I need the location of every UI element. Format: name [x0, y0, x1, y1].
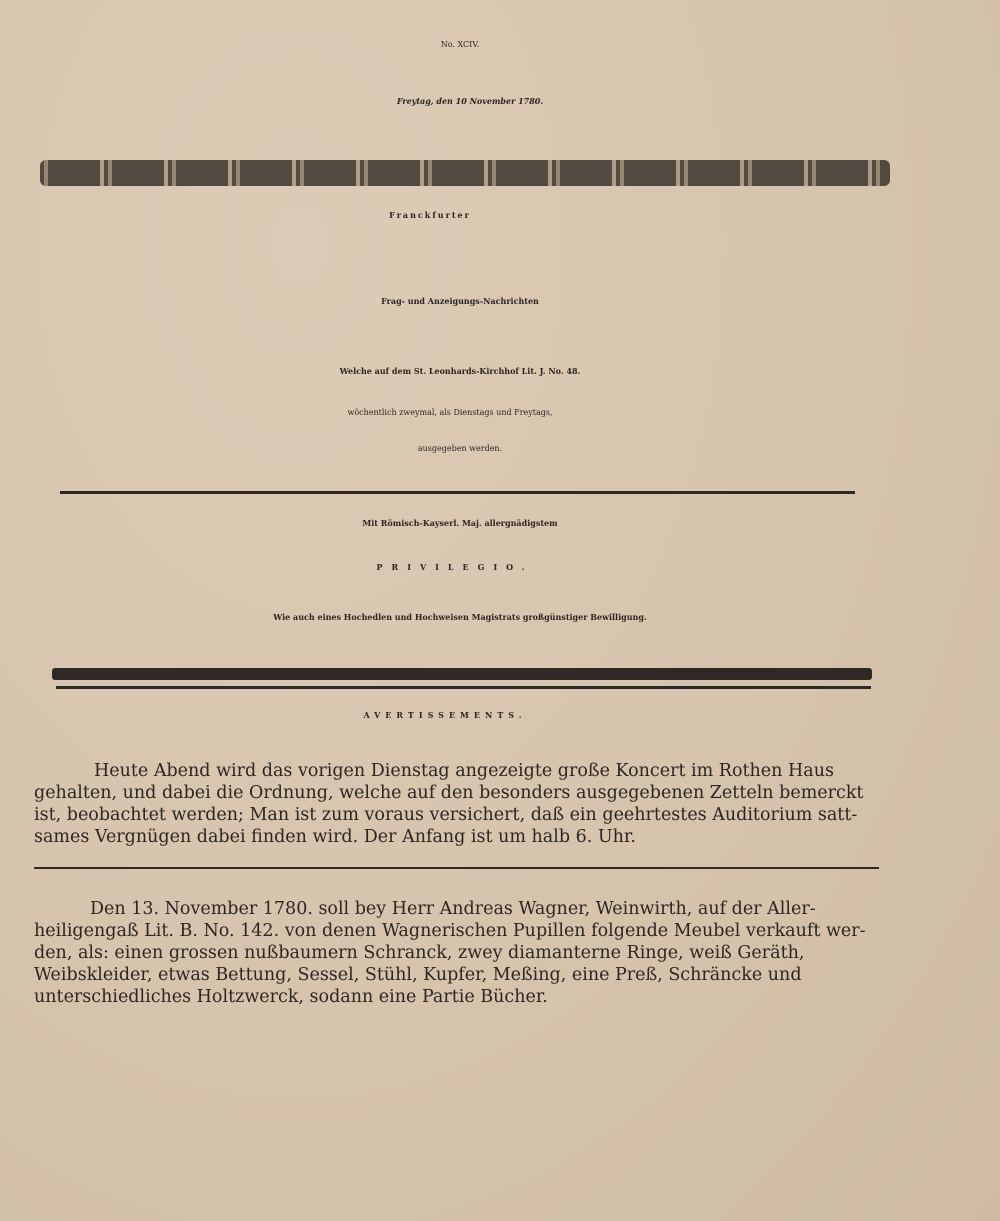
- masthead-subtitle-line2: wöchentlich zweymal, als Dienstags und Freytags,: [347, 408, 553, 417]
- issue-date: Freytag, den 10 November 1780.: [396, 96, 544, 106]
- masthead-title-line2: Frag- und Anzeigungs-Nachrichten: [381, 296, 539, 306]
- notice-line: unterschiedliches Holtzwerck, sodann eine Partie Bücher.: [34, 987, 548, 1007]
- notice-line: den, als: einen grossen nußbaumern Schranck, zwey diamanterne Ringe, weiß Geräth,: [34, 943, 805, 963]
- privilege-line3: Wie auch eines Hochedlen und Hochweisen Magistrats großgünstiger Bewilligung.: [273, 612, 647, 622]
- notice-line: sames Vergnügen dabei finden wird. Der Anfang ist um halb 6. Uhr.: [34, 827, 636, 847]
- notice-line: ist, beobachtet werden; Man ist zum voraus versichert, daß ein geehrtestes Auditorium satt-: [34, 805, 858, 825]
- privilege-line2: PRIVILEGIO.: [376, 562, 534, 572]
- notice-concert: [34, 760, 879, 848]
- notice-line: gehalten, und dabei die Ordnung, welche auf den besonders ausgegebenen Zetteln bemerckt: [34, 783, 864, 803]
- divider-rule: [60, 491, 855, 494]
- masthead-title-line1: Franckfurter: [389, 210, 471, 220]
- ornamental-border: [40, 160, 890, 186]
- notice-line: Heute Abend wird das vorigen Dienstag angezeigte große Koncert im Rothen Haus: [94, 761, 834, 781]
- issue-number: No. XCIV.: [440, 40, 480, 49]
- masthead-subtitle-line3: ausgegeben werden.: [417, 444, 503, 453]
- thin-divider-rule: [56, 686, 871, 689]
- notice-line: Weibskleider, etwas Bettung, Sessel, Stühl, Kupfer, Meßing, eine Preß, Schräncke und: [34, 965, 802, 985]
- notice-auction: [34, 898, 879, 1008]
- divider-rule: [34, 867, 879, 869]
- privilege-line1: Mit Römisch-Kayserl. Maj. allergnädigstem: [362, 518, 558, 528]
- section-title: AVERTISSEMENTS.: [363, 710, 527, 720]
- notice-line: heiligengaß Lit. B. No. 142. von denen Wagnerischen Pupillen folgende Meubel verkauft wer-: [34, 921, 866, 941]
- notice-line: Den 13. November 1780. soll bey Herr Andreas Wagner, Weinwirth, auf der Aller-: [90, 899, 816, 919]
- masthead-subtitle-line1: Welche auf dem St. Leonhards-Kirchhof Lit. J. No. 48.: [339, 366, 581, 376]
- thick-divider-rule: [52, 668, 872, 680]
